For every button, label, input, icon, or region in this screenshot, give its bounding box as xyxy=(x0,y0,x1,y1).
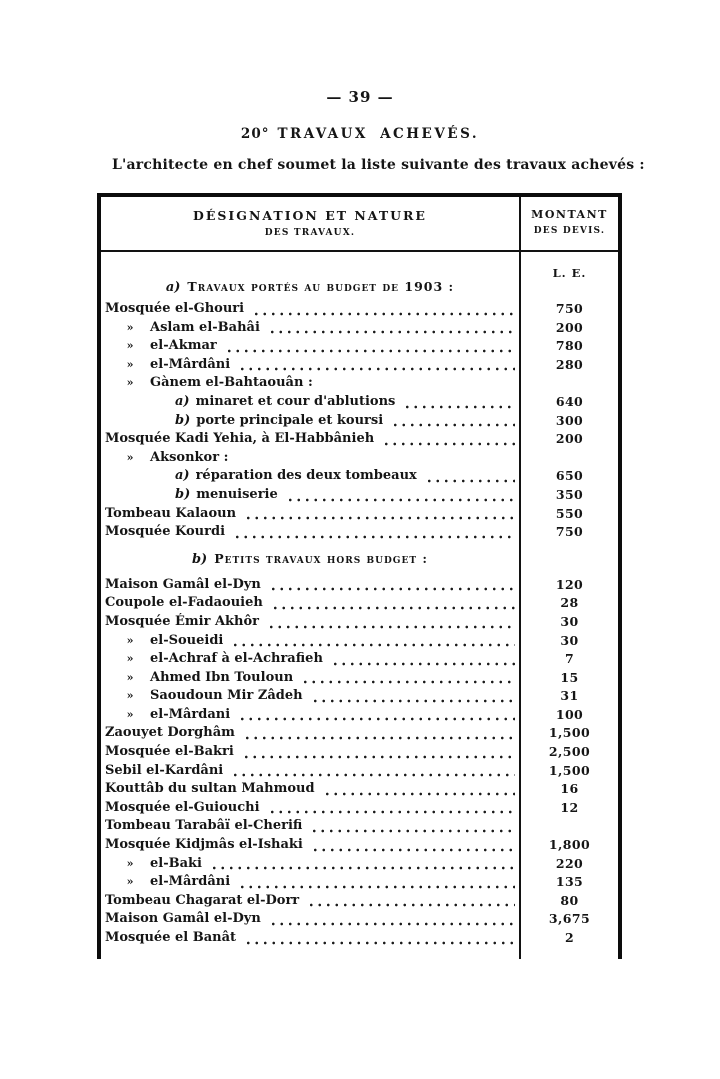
row-amount xyxy=(519,449,618,468)
designation-header-line2: DES TRAVAUX. xyxy=(264,228,356,238)
currency-label: L. E. xyxy=(519,252,618,300)
row-label: el-Achraf à el-Achrafieh xyxy=(150,651,323,667)
section-prefix: a) xyxy=(165,280,181,295)
row-amount: 280 xyxy=(519,356,618,375)
row-amount: 120 xyxy=(519,576,618,595)
row-amount: 135 xyxy=(519,873,618,892)
designation-cell xyxy=(101,374,519,393)
designation-cell xyxy=(101,632,519,651)
ditto-mark: » xyxy=(126,670,134,684)
row-label: Tombeau Kalaoun xyxy=(105,505,237,521)
designation-cell xyxy=(101,337,519,356)
designation-cell xyxy=(101,799,519,818)
row-amount: 1,500 xyxy=(519,762,618,781)
ditto-mark: » xyxy=(126,689,134,703)
section-title: Petits travaux hors budget : xyxy=(214,550,429,566)
ditto-mark: » xyxy=(126,320,134,334)
row-label: Mosquée el-Ghouri xyxy=(105,301,245,316)
dot-leader xyxy=(389,412,515,431)
dot-leader xyxy=(267,910,515,929)
dot-leader xyxy=(241,724,515,743)
designation-cell xyxy=(101,486,519,505)
row-label: Gànem el-Bahtaouân : xyxy=(150,375,313,391)
ditto-mark: » xyxy=(126,450,134,464)
tail-right xyxy=(519,948,618,959)
sub-item-prefix: a) xyxy=(175,468,190,484)
row-label: minaret et cour d'ablutions xyxy=(195,393,396,409)
row-label: Tombeau Chagarat el-Dorr xyxy=(105,892,300,908)
row-label: Maison Gamâl el-Dyn xyxy=(105,911,261,927)
section-heading xyxy=(101,542,519,576)
dot-leader xyxy=(401,393,515,412)
row-amount: 3,675 xyxy=(519,910,618,929)
designation-cell xyxy=(101,467,519,486)
dot-leader xyxy=(321,780,515,799)
section-heading xyxy=(101,252,519,300)
row-label: Maison Gamâl el-Dyn xyxy=(105,576,261,592)
designation-cell xyxy=(101,724,519,743)
row-label: el-Baki xyxy=(150,855,202,871)
row-label: Mosquée Kidjmâs el-Ishaki xyxy=(105,837,303,853)
designation-cell xyxy=(101,613,519,632)
sub-item-prefix: a) xyxy=(175,393,190,409)
row-label: Mosquée el Banât xyxy=(105,930,237,945)
sub-item-prefix: b) xyxy=(175,412,191,428)
designation-cell xyxy=(101,393,519,412)
dot-leader xyxy=(305,892,515,911)
designation-cell xyxy=(101,817,519,836)
dot-leader xyxy=(223,337,515,356)
dot-leader xyxy=(309,836,515,855)
designation-cell xyxy=(101,706,519,725)
row-amount: 780 xyxy=(519,337,618,356)
designation-cell xyxy=(101,855,519,874)
row-amount: 650 xyxy=(519,467,618,486)
row-amount: 7 xyxy=(519,650,618,669)
row-amount: 200 xyxy=(519,319,618,338)
row-amount: 640 xyxy=(519,393,618,412)
designation-cell xyxy=(101,356,519,375)
row-label: Aksonkor : xyxy=(150,449,229,465)
montant-header-line1: MONTANT xyxy=(531,208,608,221)
dot-leader xyxy=(208,855,515,874)
row-label: el-Soueidi xyxy=(150,632,224,648)
row-amount: 31 xyxy=(519,687,618,706)
dot-leader xyxy=(329,650,515,669)
row-amount: 750 xyxy=(519,523,618,542)
row-label: Mosquée Kadi Yehia, à El-Habbânieh xyxy=(105,431,375,447)
montant-header-line2: DES DEVIS. xyxy=(533,226,606,236)
row-label: el-Akmar xyxy=(150,338,217,354)
row-label: el-Mârdâni xyxy=(150,874,231,890)
dot-leader xyxy=(250,300,515,319)
ditto-mark: » xyxy=(126,357,134,371)
row-label: el-Mârdâni xyxy=(150,356,231,372)
dot-leader xyxy=(236,706,515,725)
column-header-montant xyxy=(519,197,618,252)
designation-cell xyxy=(101,762,519,781)
tail-left xyxy=(101,948,519,959)
dot-leader xyxy=(284,486,515,505)
designation-cell xyxy=(101,430,519,449)
row-amount: 1,800 xyxy=(519,836,618,855)
designation-cell xyxy=(101,687,519,706)
designation-cell xyxy=(101,650,519,669)
ditto-mark: » xyxy=(126,652,134,666)
row-amount: 220 xyxy=(519,855,618,874)
designation-cell xyxy=(101,523,519,542)
row-label: Sebil el-Kardâni xyxy=(105,762,224,778)
row-amount: 100 xyxy=(519,706,618,725)
row-amount: 2,500 xyxy=(519,743,618,762)
ditto-mark: » xyxy=(126,376,134,390)
designation-cell xyxy=(101,669,519,688)
row-amount: 16 xyxy=(519,780,618,799)
designation-cell xyxy=(101,319,519,338)
ditto-mark: » xyxy=(126,856,134,870)
dot-leader xyxy=(266,799,515,818)
designation-header-line1: DÉSIGNATION ET NATURE xyxy=(193,208,427,223)
row-amount: 200 xyxy=(519,430,618,449)
ditto-mark: » xyxy=(126,707,134,721)
designation-cell xyxy=(101,449,519,468)
row-amount: 300 xyxy=(519,412,618,431)
sub-item-prefix: b) xyxy=(175,486,191,502)
dot-leader xyxy=(266,319,515,338)
designation-cell xyxy=(101,780,519,799)
row-label: menuiserie xyxy=(196,486,278,502)
dot-leader xyxy=(299,669,515,688)
row-label: Zaouyet Dorghâm xyxy=(105,725,235,741)
row-label: Tombeau Tarabâï el-Cherifi xyxy=(105,818,303,834)
designation-cell xyxy=(101,873,519,892)
works-table xyxy=(97,193,622,959)
designation-cell xyxy=(101,505,519,524)
column-header-designation xyxy=(101,197,519,252)
row-amount xyxy=(519,374,618,393)
dot-leader xyxy=(242,929,515,948)
heading-numeral: 20° xyxy=(240,126,270,142)
row-amount: 12 xyxy=(519,799,618,818)
heading-text: TRAVAUX ACHEVÉS. xyxy=(277,126,480,142)
section-title: Travaux portés au budget de 1903 : xyxy=(187,279,455,294)
row-label: réparation des deux tombeaux xyxy=(195,468,417,484)
designation-cell xyxy=(101,594,519,613)
dot-leader xyxy=(240,743,515,762)
row-amount: 30 xyxy=(519,613,618,632)
designation-cell xyxy=(101,929,519,948)
dot-leader xyxy=(242,505,515,524)
empty-amount-cell xyxy=(519,542,618,576)
row-amount: 2 xyxy=(519,929,618,948)
dot-leader xyxy=(269,594,515,613)
row-label: Mosquée el-Guiouchi xyxy=(105,799,260,815)
designation-cell xyxy=(101,743,519,762)
row-label: el-Mârdani xyxy=(150,706,231,722)
row-label: Mosquée Émir Akhôr xyxy=(105,613,260,629)
dot-leader xyxy=(423,467,515,486)
ditto-mark: » xyxy=(126,633,134,647)
row-amount: 750 xyxy=(519,300,618,319)
row-amount: 80 xyxy=(519,892,618,911)
row-label: Mosquée Kourdi xyxy=(105,524,226,540)
row-amount: 1,500 xyxy=(519,724,618,743)
row-label: Coupole el-Fadaouieh xyxy=(105,595,263,611)
dot-leader xyxy=(265,613,515,632)
dot-leader xyxy=(267,576,515,595)
designation-cell xyxy=(101,576,519,595)
ditto-mark: » xyxy=(126,875,134,889)
row-amount: 15 xyxy=(519,669,618,688)
page-number: — 39 — xyxy=(326,88,394,106)
designation-cell xyxy=(101,836,519,855)
intro-sentence: L'architecte en chef soumet la liste suivante des travaux achevés : xyxy=(112,157,645,173)
row-label: Saoudoun Mir Zâdeh xyxy=(150,688,303,704)
row-amount: 350 xyxy=(519,486,618,505)
page-title xyxy=(0,126,720,142)
row-label: Mosquée el-Bakri xyxy=(105,744,234,760)
designation-cell xyxy=(101,892,519,911)
row-amount: 550 xyxy=(519,505,618,524)
row-label: Ahmed Ibn Touloun xyxy=(150,669,294,685)
designation-cell xyxy=(101,300,519,319)
dot-leader xyxy=(229,632,515,651)
designation-cell xyxy=(101,910,519,929)
dot-leader xyxy=(236,873,515,892)
dot-leader xyxy=(380,430,515,449)
dot-leader xyxy=(229,762,515,781)
row-label: Kouttâb du sultan Mahmoud xyxy=(105,781,315,797)
dot-leader xyxy=(308,817,515,836)
row-label: porte principale et koursi xyxy=(196,412,384,428)
row-amount: 28 xyxy=(519,594,618,613)
row-amount xyxy=(519,817,618,836)
dot-leader xyxy=(236,356,515,375)
row-label: Aslam el-Bahâi xyxy=(150,319,260,335)
ditto-mark: » xyxy=(126,339,134,353)
dot-leader xyxy=(231,523,515,542)
row-amount: 30 xyxy=(519,632,618,651)
dot-leader xyxy=(309,687,515,706)
designation-cell xyxy=(101,412,519,431)
section-prefix: b) xyxy=(191,551,208,567)
